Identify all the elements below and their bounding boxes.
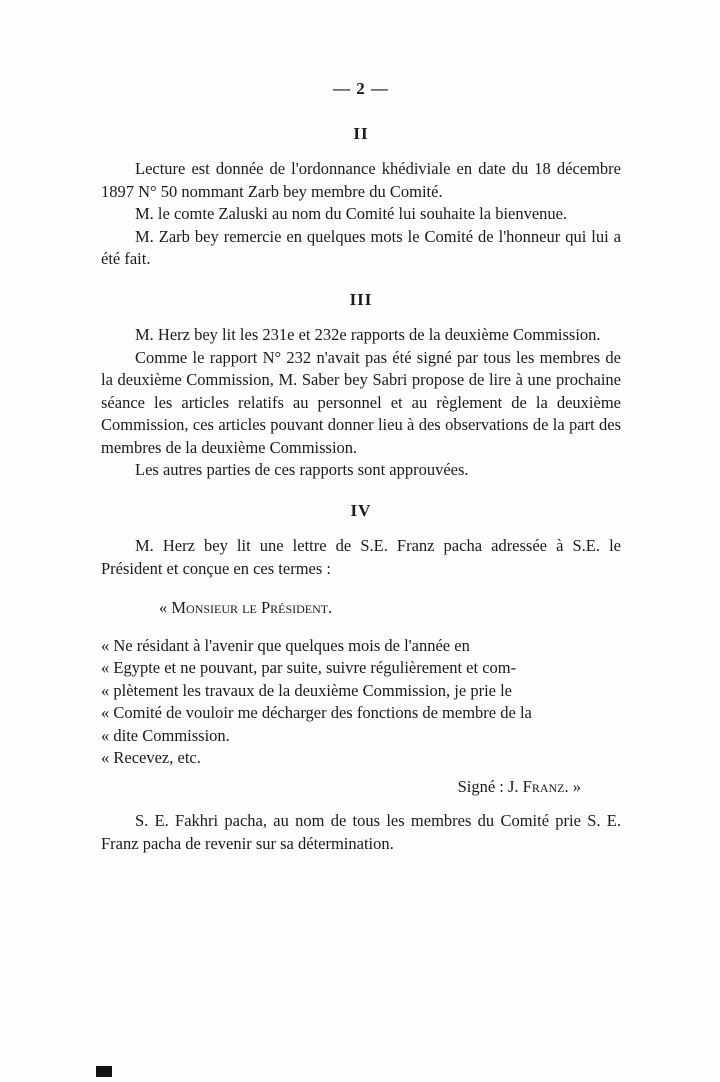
signature-label: Signé : — [457, 776, 508, 796]
quoted-letter — [101, 597, 621, 798]
letter-line: « Egypte et ne pouvant, par suite, suivre régulièrement et com- — [101, 658, 517, 677]
paragraph: Les autres parties de ces rapports sont approuvées. — [135, 460, 469, 479]
section-ii — [101, 123, 621, 271]
letter-line: « plètement les travaux de la deuxième Commission, je prie le — [101, 680, 513, 700]
letter-salutation: « Monsieur le Président. — [159, 598, 333, 617]
letter-line: « dite Commission. — [101, 725, 230, 745]
paragraph: M. Zarb bey remercie en quelques mots le Comité de l'honneur qui lui a été fait. — [101, 226, 621, 268]
paragraph: M. Herz bey lit les 231e et 232e rapports de la deuxième Commission. — [135, 325, 601, 344]
letter-line: « Recevez, etc. — [101, 748, 201, 767]
scan-artifact-mark — [96, 1066, 112, 1077]
letter-signature — [101, 776, 621, 799]
section-iii-heading: III — [349, 289, 373, 309]
letter-line: « Ne résidant à l'avenir que quelques mois de l'année en — [101, 635, 470, 655]
section-ii-heading: II — [353, 123, 369, 143]
paragraph: M. Herz bey lit une lettre de S.E. Franz pacha adressée à S.E. le Président et conçue en ces termes : — [101, 536, 621, 578]
section-iii — [101, 289, 621, 482]
signature-name: J. Franz. » — [507, 776, 581, 796]
section-iv — [101, 500, 621, 856]
paragraph: M. le comte Zaluski au nom du Comité lui souhaite la bienvenue. — [135, 204, 568, 223]
paragraph: Comme le rapport N° 232 n'avait pas été signé par tous les membres de la deuxième Commission, M. Saber bey Sabri propose de lire à une prochaine séance les articles relatifs au personnel et au règlement de la deuxième Commission, ces articles pouvant donner lieu à des observations de la part des membres de la deuxième Commission. — [101, 347, 621, 457]
letter-line: « Comité de vouloir me décharger des fonctions de membre de la — [101, 703, 532, 722]
text-block — [101, 78, 621, 855]
paragraph: Lecture est donnée de l'ordonnance khédiviale en date du 18 décembre 1897 N° 50 nommant Zarb bey membre du Comité. — [101, 159, 621, 201]
closing-paragraph: S. E. Fakhri pacha, au nom de tous les membres du Comité prie S. E. Franz pacha de revenir sur sa détermination. — [101, 811, 621, 853]
page-number: — 2 — — [333, 79, 389, 98]
section-iv-heading: IV — [350, 500, 372, 520]
